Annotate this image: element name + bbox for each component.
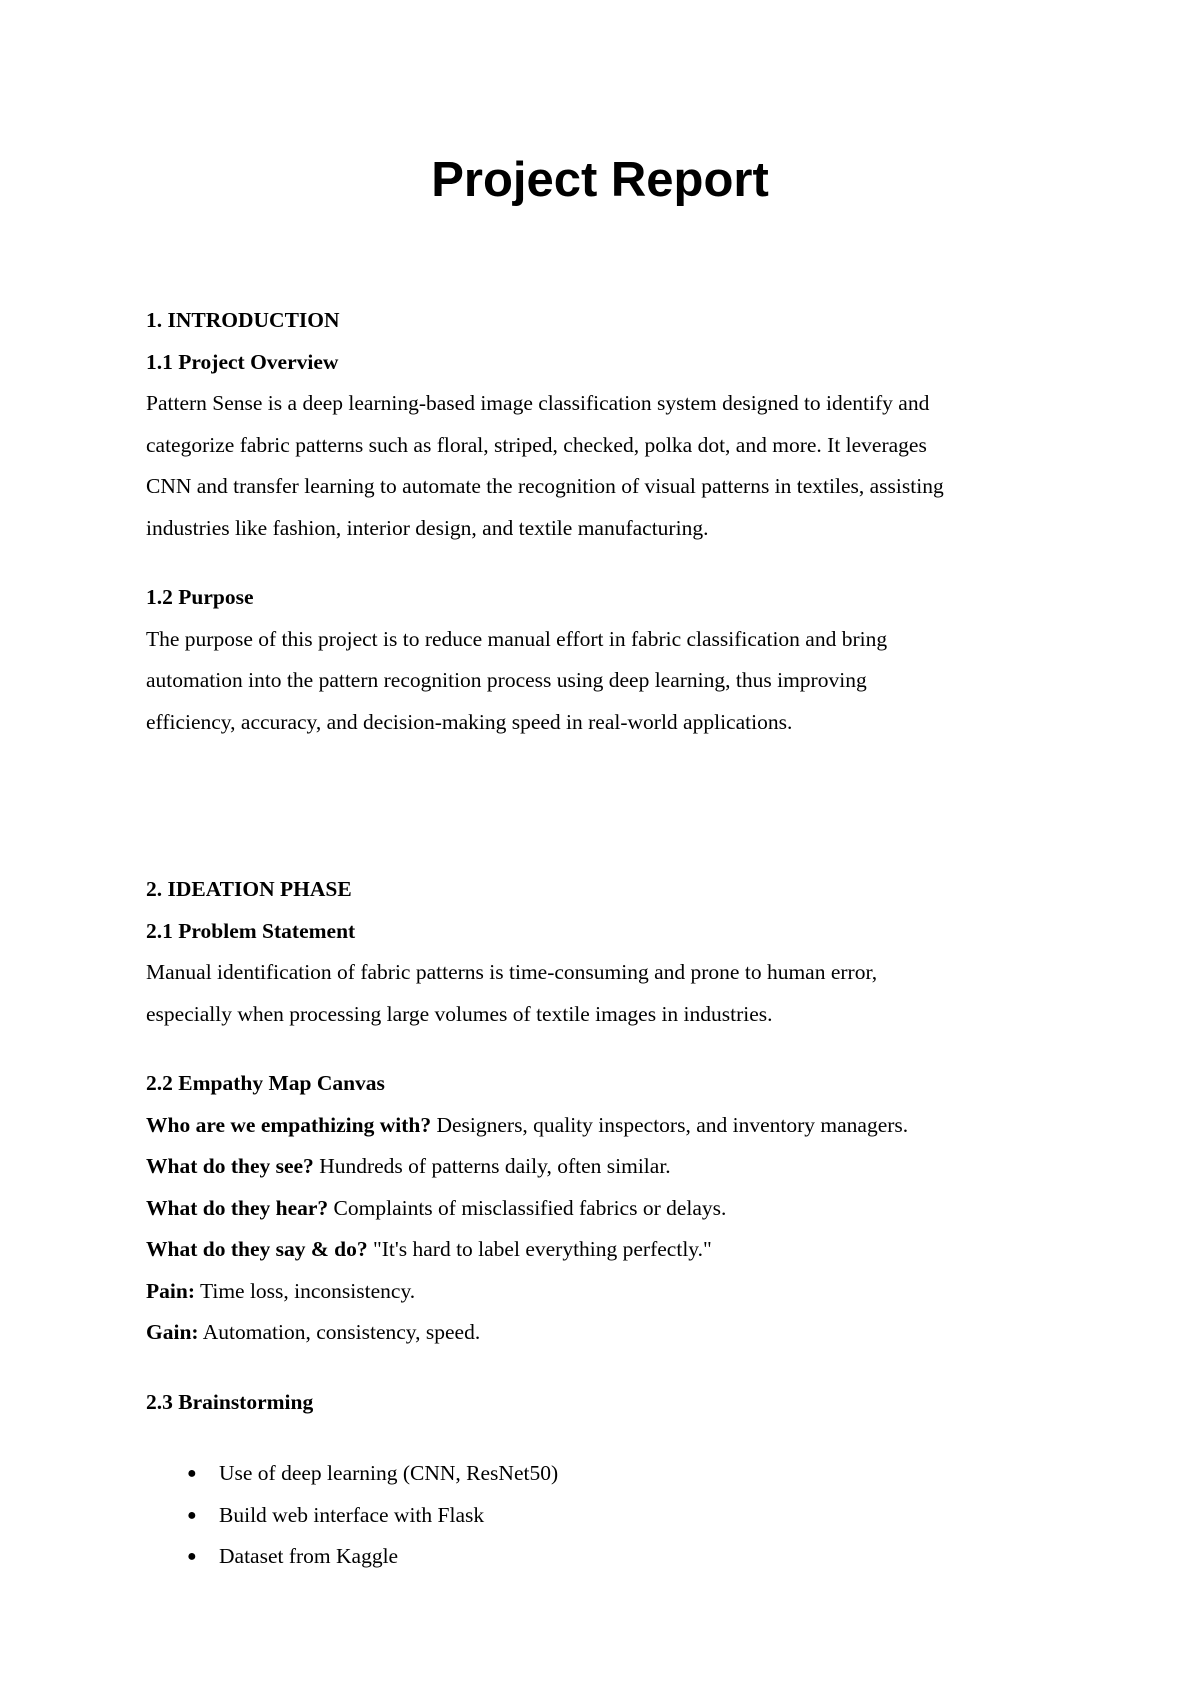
empathy-item-text: Automation, consistency, speed. [198, 1320, 481, 1344]
spacer [146, 1423, 1066, 1453]
paragraph-line: especially when processing large volumes of textile images in industries. [146, 1001, 773, 1026]
empathy-item [146, 1146, 1066, 1188]
list-item-text: Use of deep learning (CNN, ResNet50) [219, 1461, 559, 1485]
purpose-paragraph [146, 619, 1066, 744]
empathy-item-text: Time loss, inconsistency. [194, 1278, 416, 1303]
list-item-text: Dataset from Kaggle [219, 1544, 399, 1568]
empathy-item-text: Complaints of misclassified fabrics or delays. [328, 1195, 727, 1220]
subsection-heading-problem-statement: 2.1 Problem Statement [146, 918, 356, 943]
empathy-item-label: Pain: [146, 1278, 195, 1303]
spacer [146, 1035, 1066, 1063]
empathy-item-label: What do they say & do? [146, 1237, 368, 1261]
bullet-icon: ● [187, 1465, 197, 1482]
section-heading-introduction: 1. INTRODUCTION [146, 308, 340, 332]
paragraph-line: efficiency, accuracy, and decision-making speed in real-world applications. [146, 709, 793, 734]
problem-statement-paragraph [146, 952, 1066, 1035]
empathy-item-label: Who are we empathizing with? [146, 1112, 432, 1137]
subsection-heading-purpose: 1.2 Purpose [146, 585, 254, 609]
section-heading-ideation-phase: 2. IDEATION PHASE [146, 877, 352, 901]
bullet-icon: ● [187, 1506, 197, 1524]
list-item [146, 1536, 1066, 1578]
paragraph-line: automation into the pattern recognition process using deep learning, thus improving [146, 668, 867, 692]
list-item [146, 1495, 1066, 1537]
spacer [146, 743, 1066, 869]
project-overview-paragraph [146, 383, 1066, 549]
spacer [146, 1354, 1066, 1382]
list-item-text: Build web interface with Flask [219, 1502, 485, 1527]
report-body [146, 300, 1066, 1578]
empathy-item [146, 1188, 1066, 1230]
empathy-item [146, 1105, 1066, 1147]
empathy-item [146, 1312, 1066, 1354]
paragraph-line: The purpose of this project is to reduce manual effort in fabric classification and bring [146, 626, 888, 651]
bullet-icon: ● [187, 1548, 197, 1565]
empathy-item-text: "It's hard to label everything perfectly." [367, 1237, 712, 1261]
spacer [146, 549, 1066, 577]
empathy-item-text: Hundreds of patterns daily, often similar. [313, 1154, 671, 1178]
empathy-item [146, 1271, 1066, 1313]
paragraph-line: Manual identification of fabric patterns is time-consuming and prone to human error, [146, 960, 878, 984]
empathy-item-label: Gain: [146, 1320, 199, 1344]
paragraph-line: categorize fabric patterns such as floral, striped, checked, polka dot, and more. It leverages [146, 432, 927, 457]
paragraph-line: CNN and transfer learning to automate the recognition of visual patterns in textiles, assisting [146, 474, 944, 498]
subsection-heading-empathy-map: 2.2 Empathy Map Canvas [146, 1071, 385, 1095]
paragraph-line: industries like fashion, interior design, and textile manufacturing. [146, 515, 709, 540]
subsection-heading-project-overview: 1.1 Project Overview [146, 349, 339, 374]
brainstorming-list [146, 1453, 1066, 1578]
empathy-item [146, 1229, 1066, 1271]
empathy-item-label: What do they see? [146, 1154, 314, 1178]
page-title: Project Report [431, 153, 769, 207]
empathy-item-label: What do they hear? [146, 1195, 329, 1220]
empathy-item-text: Designers, quality inspectors, and inventory managers. [431, 1112, 909, 1137]
subsection-heading-brainstorming: 2.3 Brainstorming [146, 1389, 314, 1414]
paragraph-line: Pattern Sense is a deep learning-based image classification system designed to identify and [146, 391, 930, 415]
empathy-map-list [146, 1105, 1066, 1354]
list-item [146, 1453, 1066, 1495]
